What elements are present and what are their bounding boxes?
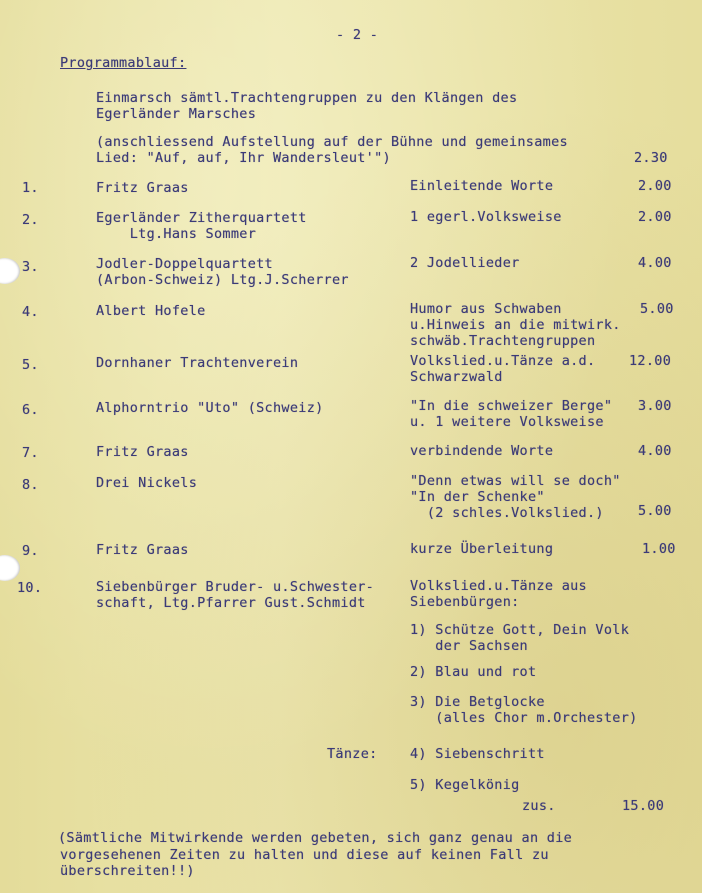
item-time: 2.00 — [638, 209, 672, 225]
intro-line: Lied: "Auf, auf, Ihr Wandersleut'") — [96, 150, 391, 166]
total-label: zus. — [522, 798, 556, 814]
item-piece: Siebenbürgen: — [410, 594, 520, 610]
item-number: 9. — [22, 543, 39, 559]
item-piece: (2 schles.Volkslied.) — [410, 505, 604, 521]
item-piece: u. 1 weitere Volksweise — [410, 414, 604, 430]
item-time: 1.00 — [642, 541, 676, 557]
sub-item: der Sachsen — [410, 638, 528, 654]
item-time: 2.00 — [638, 178, 672, 194]
item-piece: 2 Jodellieder — [410, 255, 520, 271]
sub-item: 4) Siebenschritt — [410, 746, 545, 762]
dances-label: Tänze: — [327, 746, 378, 762]
footer-note: (Sämtliche Mitwirkende werden gebeten, sich ganz genau an die — [58, 830, 573, 846]
punch-hole — [0, 258, 20, 284]
page-number: - 2 - — [336, 27, 379, 43]
intro-line: (anschliessend Aufstellung auf der Bühne und gemeinsames — [96, 134, 568, 150]
item-performer: Albert Hofele — [96, 303, 206, 319]
item-time: 4.00 — [638, 255, 672, 271]
sub-item: 5) Kegelkönig — [410, 777, 520, 793]
item-performer: Drei Nickels — [96, 475, 198, 491]
item-performer: (Arbon-Schweiz) Ltg.J.Scherrer — [96, 272, 349, 288]
footer-note: überschreiten!!) — [60, 863, 195, 879]
sub-item: 3) Die Betglocke — [410, 694, 545, 710]
item-time: 12.00 — [629, 353, 672, 369]
item-performer: Alphorntrio "Uto" (Schweiz) — [96, 400, 324, 416]
item-number: 2. — [22, 212, 39, 228]
item-piece: "In der Schenke" — [410, 489, 545, 505]
intro-time: 2.30 — [634, 150, 668, 166]
item-number: 6. — [22, 402, 39, 418]
item-time: 4.00 — [638, 443, 672, 459]
item-time: 3.00 — [638, 398, 672, 414]
sub-item: 1) Schütze Gott, Dein Volk — [410, 622, 630, 638]
item-performer: Fritz Graas — [96, 444, 189, 460]
item-time: 5.00 — [638, 503, 672, 519]
item-piece: u.Hinweis an die mitwirk. — [410, 317, 621, 333]
item-number: 4. — [22, 304, 39, 320]
item-number: 5. — [22, 357, 39, 373]
item-performer: Ltg.Hans Sommer — [96, 226, 257, 242]
item-piece: Volkslied.u.Tänze aus — [410, 578, 587, 594]
sub-item: 2) Blau und rot — [410, 664, 537, 680]
item-number: 10. — [17, 580, 43, 596]
item-piece: "In die schweizer Berge" — [410, 398, 613, 414]
item-performer: Jodler-Doppelquartett — [96, 256, 273, 272]
total-time: 15.00 — [622, 798, 665, 814]
item-piece: Volkslied.u.Tänze a.d. — [410, 353, 596, 369]
item-piece: Humor aus Schwaben — [410, 301, 562, 317]
item-piece: Schwarzwald — [410, 369, 503, 385]
item-number: 3. — [22, 259, 39, 275]
item-time: 5.00 — [640, 301, 674, 317]
item-number: 8. — [22, 477, 39, 493]
item-performer: Siebenbürger Bruder- u.Schwester- — [96, 579, 375, 595]
item-piece: schwäb.Trachtengruppen — [410, 333, 596, 349]
sub-item: (alles Chor m.Orchester) — [410, 710, 638, 726]
item-performer: Egerländer Zitherquartett — [96, 210, 307, 226]
item-number: 7. — [22, 445, 39, 461]
item-performer: Dornhaner Trachtenverein — [96, 355, 299, 371]
item-piece: verbindende Worte — [410, 443, 554, 459]
intro-line: Egerländer Marsches — [96, 106, 257, 122]
item-number: 1. — [22, 180, 39, 196]
program-heading: Programmablauf: — [60, 55, 187, 71]
intro-line: Einmarsch sämtl.Trachtengruppen zu den Klängen des — [96, 90, 518, 106]
item-piece: 1 egerl.Volksweise — [410, 209, 562, 225]
item-piece: Einleitende Worte — [410, 178, 554, 194]
item-performer: Fritz Graas — [96, 542, 189, 558]
item-performer: Fritz Graas — [96, 180, 189, 196]
footer-note: vorgesehenen Zeiten zu halten und diese auf keinen Fall zu — [60, 847, 549, 863]
item-performer: schaft, Ltg.Pfarrer Gust.Schmidt — [96, 595, 366, 611]
punch-hole — [0, 555, 20, 581]
item-piece: "Denn etwas will se doch" — [410, 473, 621, 489]
item-piece: kurze Überleitung — [410, 541, 554, 557]
